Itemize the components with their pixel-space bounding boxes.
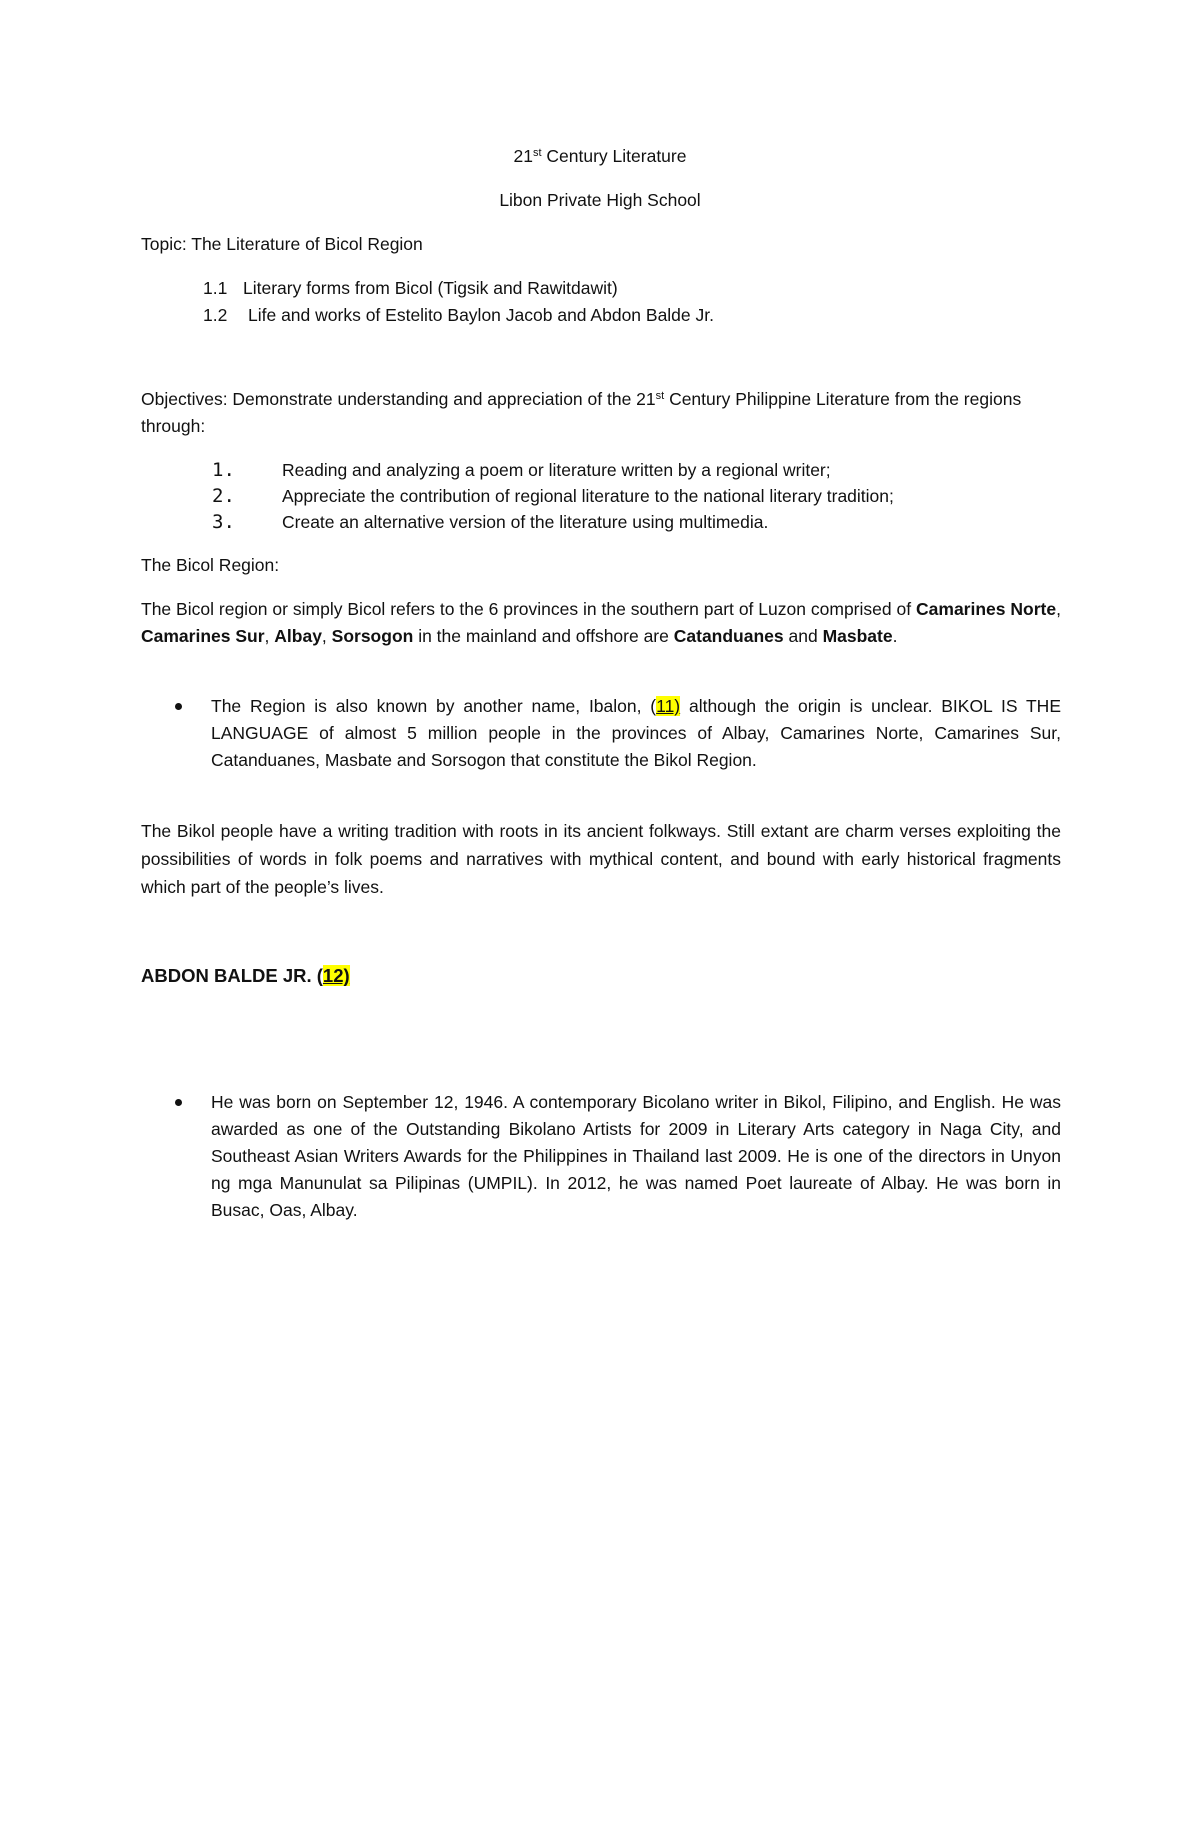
bicol-bullet-text xyxy=(211,693,1061,774)
course-title-text: Century Literature xyxy=(541,146,687,166)
topic-list xyxy=(203,275,1003,329)
province-sorsogon: Sorsogon xyxy=(331,626,414,646)
abdon-bullet xyxy=(141,1089,1061,1224)
school-name: Libon Private High School xyxy=(499,190,701,210)
course-title-number: 21 xyxy=(513,146,533,166)
objective-item xyxy=(212,457,1052,483)
separator: , xyxy=(264,626,275,646)
topic-item xyxy=(203,302,1003,329)
province-catanduanes: Catanduanes xyxy=(673,626,784,646)
bicol-bullet xyxy=(141,693,1061,774)
topic-item-number: 1.1 xyxy=(203,278,228,298)
bicol-bullet-text-b: although the origin is unclear. BIKOL IS THE LANGUAGE of almost 5 million people in the provinces of Albay, Camarines Norte, Camarines Sur, Catanduanes, Masbate and Sorsogon that constitute the Bikol Region. xyxy=(211,696,1061,770)
abdon-bullet-text: He was born on September 12, 1946. A contemporary Bicolano writer in Bikol, Filipino, and English. He was awarded as one of the Outstanding Bikolano Artists for 2009 in Literary Arts category in Naga City, and Southeast Asian Writers Awards for the Philippines in Thailand last 2009. He is one of the directors in Unyon ng mga Manunulat sa Pilipinas (UMPIL). In 2012, he was named Poet laureate of Albay. He was born in Busac, Oas, Albay. xyxy=(211,1092,1061,1220)
objective-number: 2. xyxy=(212,485,235,507)
topic-label: Topic: The Literature of Bicol Region xyxy=(141,234,423,254)
objective-text: Reading and analyzing a poem or literature written by a regional writer; xyxy=(282,460,831,480)
province-camarines-norte: Camarines Norte xyxy=(916,599,1057,619)
objective-item xyxy=(212,483,1052,509)
course-title xyxy=(141,143,1059,170)
objective-text: Create an alternative version of the literature using multimedia. xyxy=(282,512,769,532)
objectives-text-b: Century Philippine Literature from the regions through: xyxy=(141,389,1022,436)
province-masbate: Masbate xyxy=(822,626,893,646)
abdon-heading xyxy=(141,962,1059,989)
objectives-text-a: Objectives: Demonstrate understanding and appreciation of the 21 xyxy=(141,389,656,409)
objectives-paragraph xyxy=(141,386,1046,440)
bicol-text-c: and xyxy=(783,626,823,646)
topic-item-number: 1.2 xyxy=(203,305,228,325)
bicol-paragraph xyxy=(141,596,1061,650)
topic-item xyxy=(203,275,1003,302)
course-title-sup: st xyxy=(532,147,542,159)
objective-number: 1. xyxy=(212,459,235,481)
separator: , xyxy=(1056,599,1061,619)
objective-number: 3. xyxy=(212,511,235,533)
topic-item-text: Life and works of Estelito Baylon Jacob and Abdon Balde Jr. xyxy=(248,305,714,325)
objectives-sup: st xyxy=(655,390,665,402)
bicol-text-b: in the mainland and offshore are xyxy=(413,626,674,646)
objective-text: Appreciate the contribution of regional literature to the national literary tradition; xyxy=(282,486,894,506)
bikol-people-paragraph: The Bikol people have a writing tradition with roots in its ancient folkways. Still extant are charm verses exploiting the possibilities of words in folk poems and narratives with mythical content, and bound with early historical fragments which part of the people’s lives. xyxy=(141,821,1061,897)
province-camarines-sur: Camarines Sur xyxy=(141,626,265,646)
topic-item-text: Literary forms from Bicol (Tigsik and Rawitdawit) xyxy=(243,278,618,298)
bullet-icon xyxy=(175,1099,182,1106)
abdon-heading-text: ABDON BALDE JR. ( xyxy=(141,965,323,986)
objective-item xyxy=(212,509,1052,535)
bicol-text-a: The Bicol region or simply Bicol refers to the 6 provinces in the southern part of Luzon comprised of xyxy=(141,599,917,619)
separator: , xyxy=(321,626,332,646)
objectives-list xyxy=(212,457,1052,535)
province-albay: Albay xyxy=(274,626,322,646)
reference-link-11[interactable]: 11) xyxy=(656,696,681,716)
reference-link-12[interactable]: 12) xyxy=(322,965,350,986)
bullet-icon xyxy=(175,703,182,710)
bicol-text-d: . xyxy=(892,626,898,646)
bicol-bullet-text-a: The Region is also known by another name, Ibalon, ( xyxy=(211,696,657,716)
bicol-heading: The Bicol Region: xyxy=(141,555,280,575)
